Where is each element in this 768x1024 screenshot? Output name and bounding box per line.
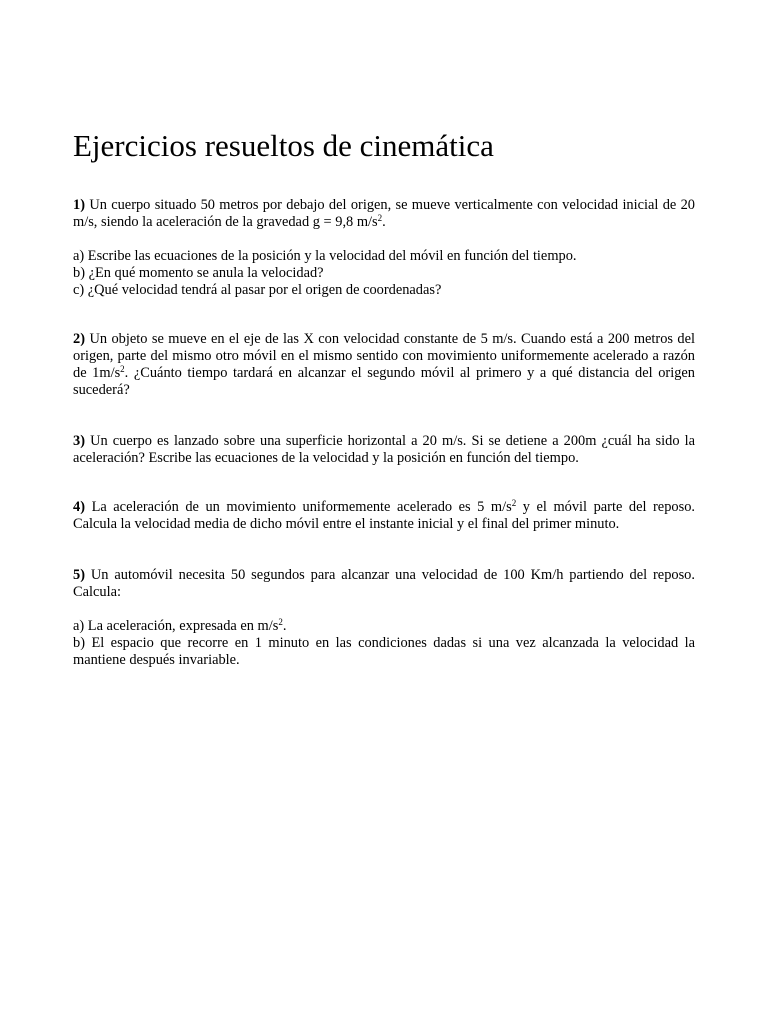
- exercise-part-b: b) ¿En qué momento se anula la velocidad?: [73, 265, 324, 281]
- exercise-statement: [73, 499, 695, 533]
- part-a-tail: .: [282, 618, 287, 634]
- exercise-3: [73, 433, 695, 467]
- exercise-part-c: c) ¿Qué velocidad tendrá al pasar por el origen de coordenadas?: [73, 282, 442, 298]
- statement-text: Un automóvil necesita 50 segundos para alcanzar una velocidad de 100 Km/h partiendo del reposo. Calcula:: [73, 567, 695, 600]
- statement-text-continued: y el móvil parte del reposo. Calcula la velocidad media de dicho móvil entre el instante inicial y el final del primer minuto.: [73, 499, 695, 532]
- exercise-statement: [73, 567, 695, 601]
- exercise-number: 5): [73, 567, 85, 583]
- exercise-part-a: [73, 618, 695, 635]
- superscript-exponent: 2: [511, 498, 517, 508]
- superscript-exponent: 2: [278, 617, 283, 627]
- exercise-number: 4): [73, 499, 85, 515]
- statement-text: Un objeto se mueve en el eje de las X con velocidad constante de 5 m/s. Cuando está a 200 metros del origen, parte del mismo otro móvil en el mismo sentido con movimiento uniformemente acelerado a razón de 1m/s: [73, 331, 695, 381]
- statement-tail: .: [382, 214, 386, 230]
- exercise-part-b: b) El espacio que recorre en 1 minuto en las condiciones dadas si una vez alcanzada la velocidad la mantiene después invariable.: [73, 635, 695, 668]
- exercise-number: 3): [73, 433, 85, 449]
- exercise-statement: [73, 433, 695, 467]
- statement-text: Un cuerpo situado 50 metros por debajo del origen, se mueve verticalmente con velocidad inicial de 20 m/s, siendo la aceleración de la gravedad g = 9,8 m/s: [73, 197, 696, 230]
- exercise-4: [73, 499, 695, 533]
- exercise-2: [73, 331, 695, 399]
- exercise-statement: [73, 331, 695, 399]
- exercise-part-a: a) Escribe las ecuaciones de la posición y la velocidad del móvil en función del tiempo.: [73, 248, 577, 264]
- statement-text: La aceleración de un movimiento uniformemente acelerado es 5 m/s: [91, 499, 512, 515]
- exercise-number: 1): [73, 197, 85, 213]
- superscript-exponent: 2: [120, 364, 125, 374]
- document-title: Ejercicios resueltos de cinemática: [73, 128, 494, 163]
- exercise-number: 2): [73, 331, 85, 347]
- part-a-text: a) La aceleración, expresada en m/s: [73, 618, 279, 634]
- exercise-1: [73, 197, 695, 299]
- statement-text: Un cuerpo es lanzado sobre una superficie horizontal a 20 m/s. Si se detiene a 200m ¿cuál ha sido la aceleración? Escribe las ecuaciones de la velocidad y la posición en función del tiempo.: [73, 433, 695, 466]
- superscript-exponent: 2: [377, 213, 383, 223]
- exercise-5: [73, 567, 695, 669]
- exercise-statement: [73, 197, 695, 231]
- statement-text-continued: . ¿Cuánto tiempo tardará en alcanzar el segundo móvil al primero y a qué distancia del origen sucederá?: [73, 365, 695, 398]
